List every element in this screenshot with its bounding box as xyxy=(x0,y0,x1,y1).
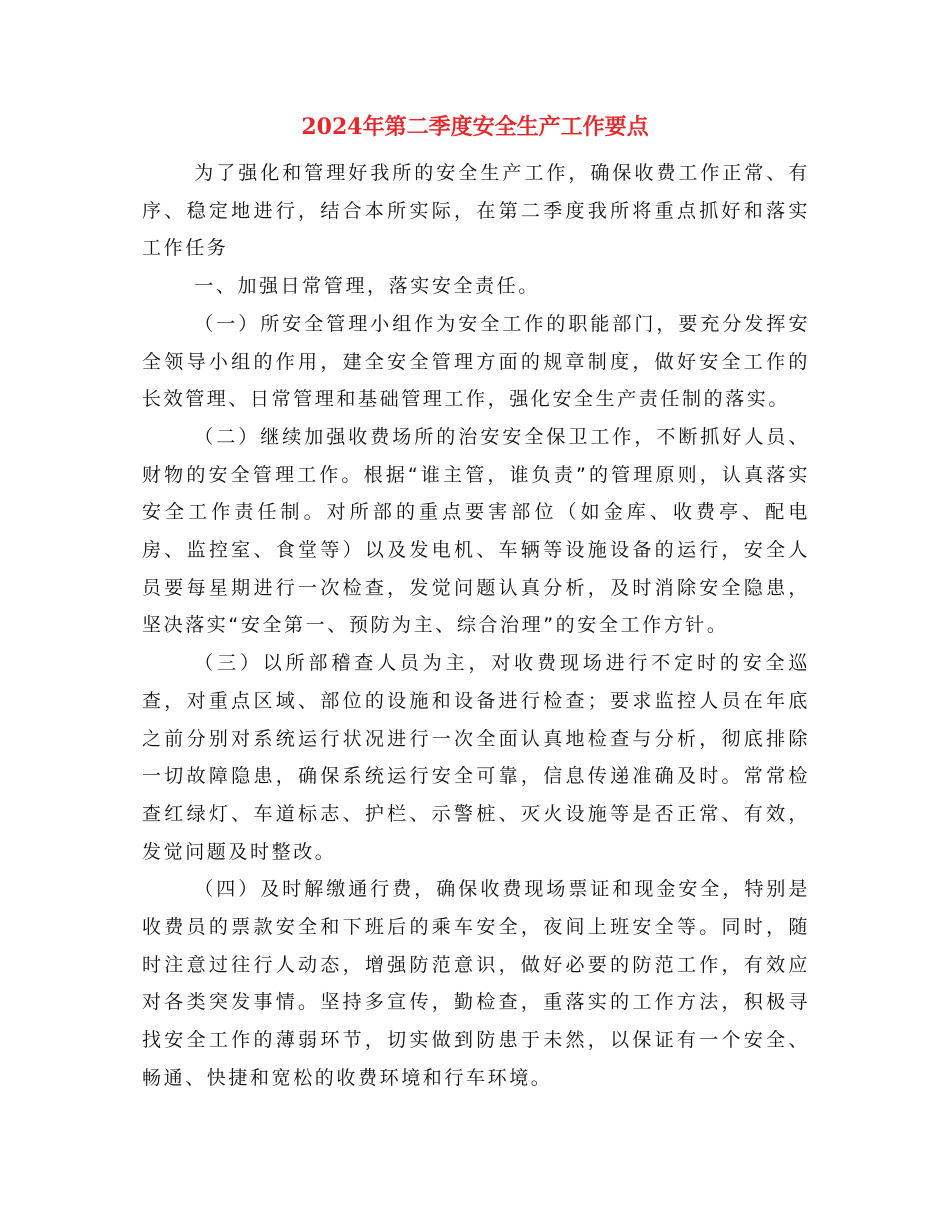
paragraph-item-3: （三）以所部稽查人员为主，对收费现场进行不定时的安全巡查，对重点区域、部位的设施和设备进行检查；要求监控人员在年底之前分别对系统运行状况进行一次全面认真地检查与分析，彻底排除一切故障隐患，确保系统运行安全可靠，信息传递准确及时。常常检查红绿灯、车道标志、护栏、示警桩、灭火设施等是否正常、有效，发觉问题及时整改。 xyxy=(142,652,810,863)
paragraph-item-4: （四）及时解缴通行费，确保收费现场票证和现金安全，特别是收费员的票款安全和下班后的乘车安全，夜间上班安全等。同时，随时注意过往行人动态，增强防范意识，做好必要的防范工作，有效应对各类突发事情。坚持多宣传，勤检查，重落实的工作方法，积极寻找安全工作的薄弱环节，切实做到防患于未然，以保证有一个安全、畅通、快捷和宽松的收费环境和行车环境。 xyxy=(142,878,810,1089)
paragraph-section-heading: 一、加强日常管理，落实安全责任。 xyxy=(194,275,540,298)
paragraph-item-1: （一）所安全管理小组作为安全工作的职能部门，要充分发挥安全领导小组的作用，建全安全管理方面的规章制度，做好安全工作的长效管理、日常管理和基础管理工作，强化安全生产责任制的落实。 xyxy=(142,312,810,411)
document-body xyxy=(142,155,810,1098)
paragraph-intro: 为了强化和管理好我所的安全生产工作，确保收费工作正常、有序、稳定地进行，结合本所实际，在第二季度我所将重点抓好和落实工作任务 xyxy=(142,162,810,260)
page-title: 2024年第二季度安全生产工作要点 xyxy=(301,114,649,140)
paragraph-item-2: （二）继续加强收费场所的治安安全保卫工作，不断抓好人员、财物的安全管理工作。根据“谁主管，谁负责”的管理原则，认真落实安全工作责任制。对所部的重点要害部位（如金库、收费亭、配电房、监控室、食堂等）以及发电机、车辆等设施设备的运行，安全人员要每星期进行一次检查，发觉问题认真分析，及时消除安全隐患，坚决落实“安全第一、预防为主、综合治理”的安全工作方针。 xyxy=(142,425,810,637)
